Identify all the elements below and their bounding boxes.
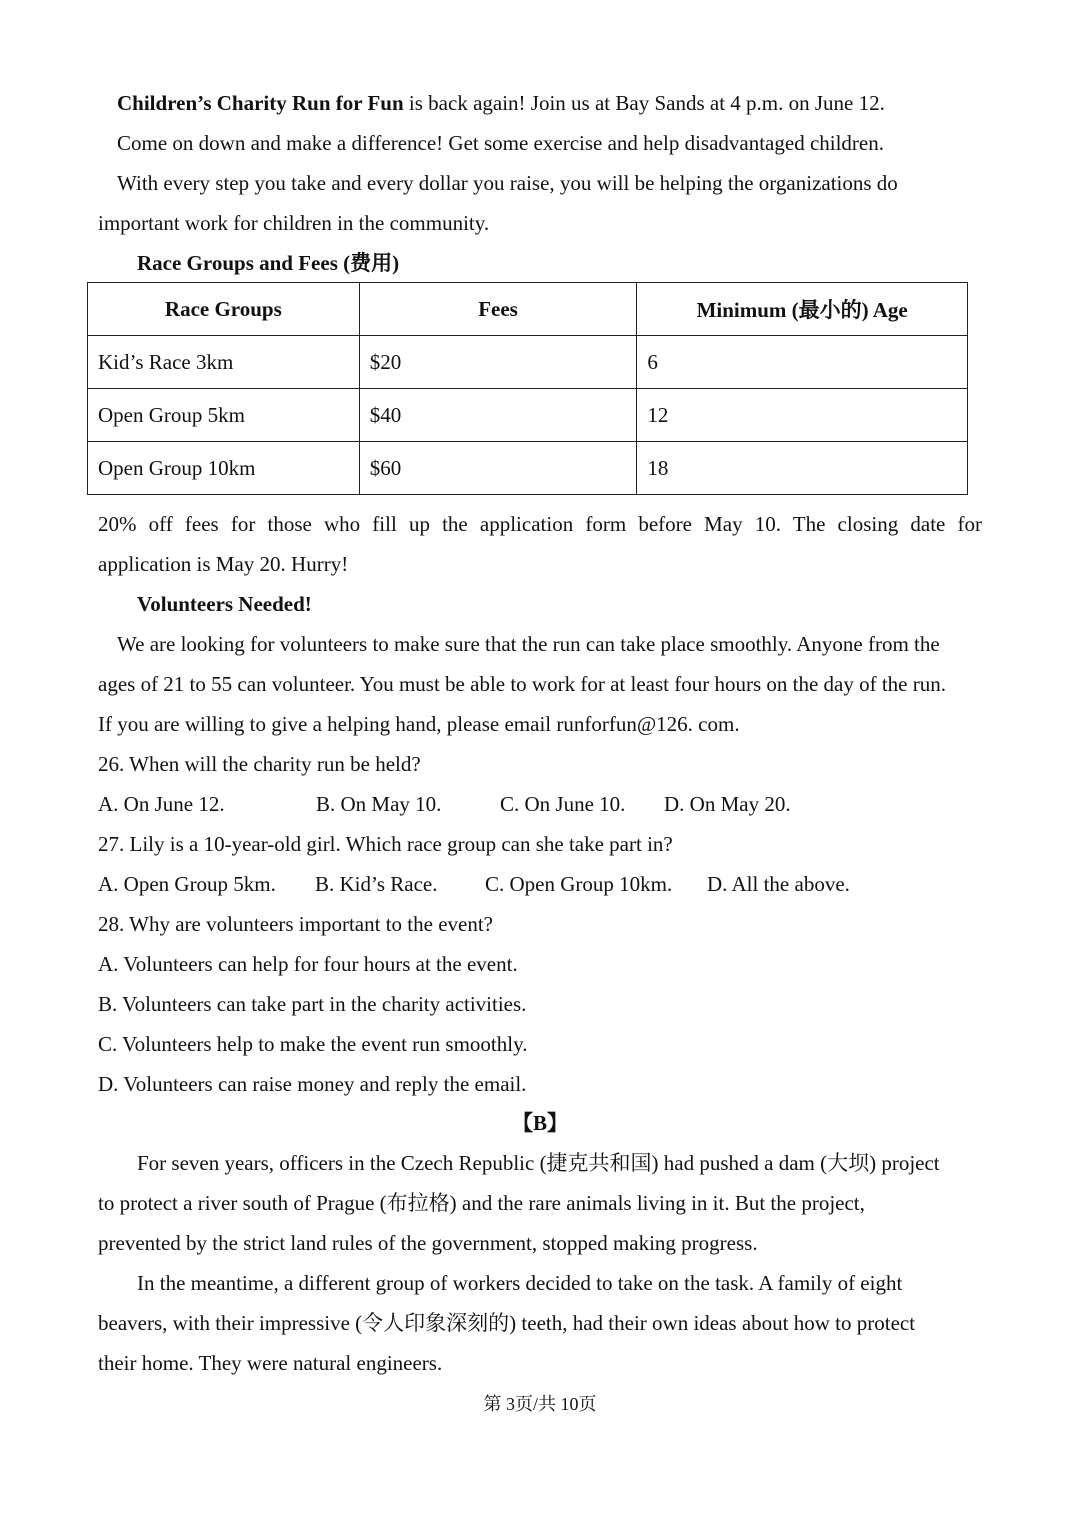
table-cell: Kid’s Race 3km: [88, 336, 360, 389]
discount-line-2: application is May 20. Hurry!: [98, 552, 349, 576]
option-d: D. All the above.: [707, 872, 850, 896]
volunteers-line-3: If you are willing to give a helping hand, please email runforfun@126. com.: [98, 712, 740, 736]
question-28-option-a: A. Volunteers can help for four hours at the event.: [98, 952, 518, 976]
event-name: Children’s Charity Run for Fun: [117, 91, 404, 115]
intro-line-1: [117, 83, 885, 123]
table-cell: Open Group 5km: [88, 389, 360, 442]
table-row: [88, 442, 968, 495]
table-row: [88, 389, 968, 442]
question-28-option-b: B. Volunteers can take part in the charity activities.: [98, 992, 527, 1016]
section-b-marker: 【B】: [511, 1111, 568, 1135]
table-cell: $60: [359, 442, 637, 495]
table-header-row: [88, 283, 968, 336]
passage-b-line-4: In the meantime, a different group of workers decided to take on the task. A family of eight: [137, 1271, 903, 1295]
header-fees: Fees: [359, 283, 637, 336]
intro-line-2: Come on down and make a difference! Get some exercise and help disadvantaged children.: [117, 131, 884, 155]
table-cell: 6: [637, 336, 968, 389]
passage-b-line-3: prevented by the strict land rules of the government, stopped making progress.: [98, 1231, 758, 1255]
table-title: Race Groups and Fees (费用): [137, 251, 400, 275]
header-minimum-age: Minimum (最小的) Age: [637, 283, 968, 336]
question-26: 26. When will the charity run be held?: [98, 752, 421, 776]
option-c: C. Open Group 10km.: [485, 872, 673, 896]
header-race-groups: Race Groups: [88, 283, 360, 336]
page-number: 第 3页/共 10页: [483, 1394, 597, 1414]
question-28-option-d: D. Volunteers can raise money and reply the email.: [98, 1072, 527, 1096]
intro-line-3: With every step you take and every dollar you raise, you will be helping the organizations do: [117, 171, 898, 195]
option-a: A. On June 12.: [98, 792, 225, 816]
table-cell: $40: [359, 389, 637, 442]
volunteers-title: Volunteers Needed!: [137, 592, 312, 616]
option-a: A. Open Group 5km.: [98, 872, 276, 896]
option-d: D. On May 20.: [664, 792, 791, 816]
option-b: B. Kid’s Race.: [315, 872, 438, 896]
table-cell: $20: [359, 336, 637, 389]
table-cell: Open Group 10km: [88, 442, 360, 495]
passage-b-line-1: For seven years, officers in the Czech Republic (捷克共和国) had pushed a dam (大坝) project: [137, 1151, 940, 1175]
option-b: B. On May 10.: [316, 792, 442, 816]
discount-line-1: 20% off fees for those who fill up the application form before May 10. The closing date for: [98, 512, 982, 536]
passage-b-line-5: beavers, with their impressive (令人印象深刻的) teeth, had their own ideas about how to protect: [98, 1311, 916, 1335]
passage-b-line-6: their home. They were natural engineers.: [98, 1351, 443, 1375]
volunteers-line-2: ages of 21 to 55 can volunteer. You must be able to work for at least four hours on the day of the run.: [98, 672, 946, 696]
question-28: 28. Why are volunteers important to the event?: [98, 912, 493, 936]
intro-line-4: important work for children in the community.: [98, 211, 490, 235]
option-c: C. On June 10.: [500, 792, 626, 816]
intro-text: is back again! Join us at Bay Sands at 4 p.m. on June 12.: [403, 91, 885, 115]
passage-b-line-2: to protect a river south of Prague (布拉格) and the rare animals living in it. But the project,: [98, 1191, 865, 1215]
fees-table: [87, 282, 968, 495]
question-27: 27. Lily is a 10-year-old girl. Which race group can she take part in?: [98, 832, 673, 856]
question-28-option-c: C. Volunteers help to make the event run smoothly.: [98, 1032, 528, 1056]
table-row: [88, 336, 968, 389]
volunteers-line-1: We are looking for volunteers to make sure that the run can take place smoothly. Anyone from the: [117, 632, 940, 656]
table-cell: 12: [637, 389, 968, 442]
table-cell: 18: [637, 442, 968, 495]
